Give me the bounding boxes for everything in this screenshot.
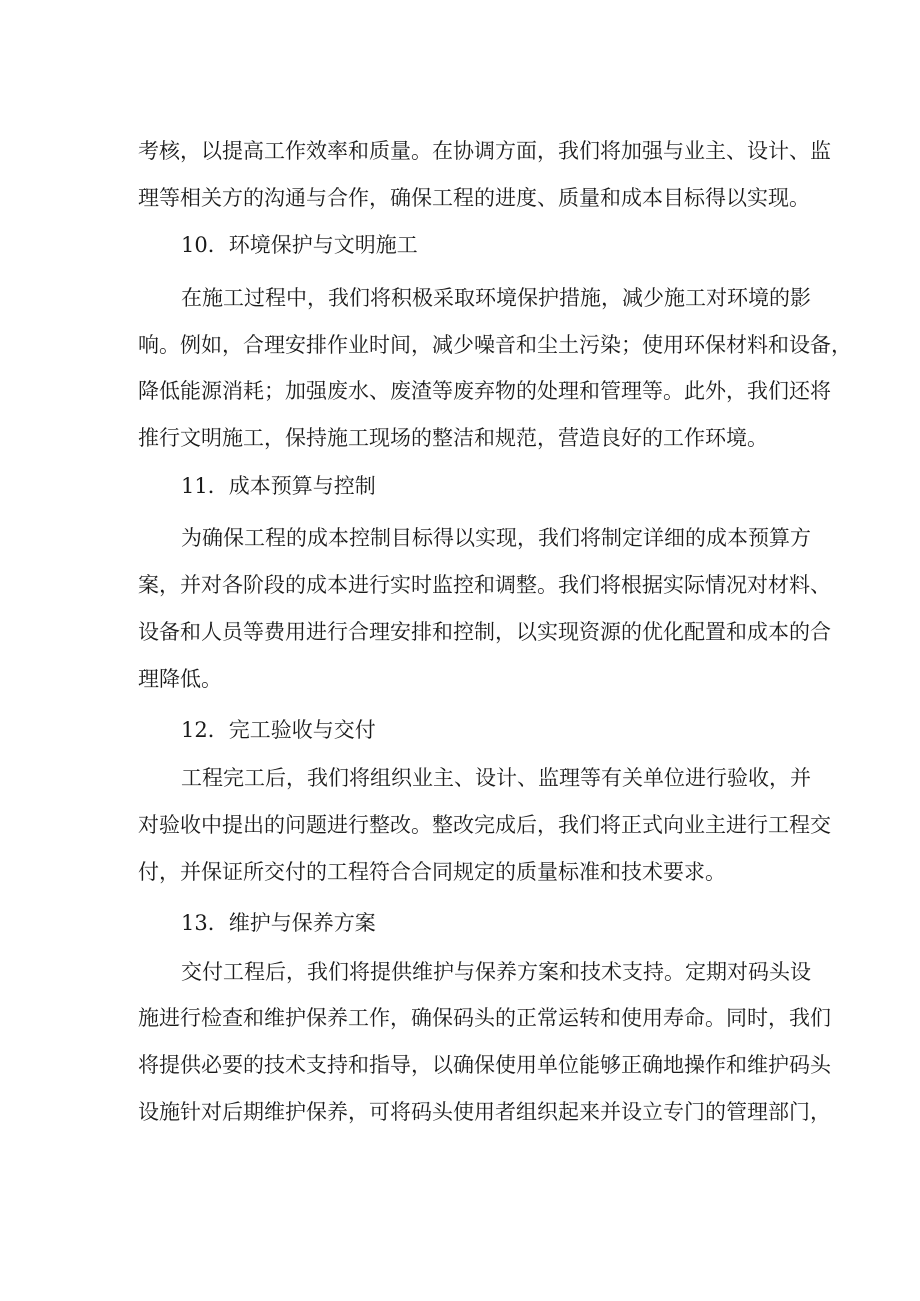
paragraph-line: 设备和人员等费用进行合理安排和控制，以实现资源的优化配置和成本的合 xyxy=(138,620,831,644)
paragraph-line: 在施工过程中，我们将积极采取环境保护措施，减少施工对环境的影 xyxy=(181,286,811,310)
paragraph-line: 响。例如，合理安排作业时间，减少噪音和尘土污染；使用环保材料和设备， xyxy=(138,333,852,357)
section-heading: 12．完工验收与交付 xyxy=(181,718,376,742)
paragraph-line: 对验收中提出的问题进行整改。整改完成后，我们将正式向业主进行工程交 xyxy=(138,813,831,837)
paragraph-line: 施进行检查和维护保养工作，确保码头的正常运转和使用寿命。同时，我们 xyxy=(138,1006,831,1030)
paragraph-line: 将提供必要的技术支持和指导，以确保使用单位能够正确地操作和维护码头 xyxy=(138,1053,831,1077)
paragraph-line: 为确保工程的成本控制目标得以实现，我们将制定详细的成本预算方 xyxy=(181,526,811,550)
paragraph-line: 降低能源消耗；加强废水、废渣等废弃物的处理和管理等。此外，我们还将 xyxy=(138,379,831,403)
paragraph-line: 案，并对各阶段的成本进行实时监控和调整。我们将根据实际情况对材料、 xyxy=(138,573,831,597)
paragraph-line: 理降低。 xyxy=(138,667,222,691)
paragraph-line: 付，并保证所交付的工程符合合同规定的质量标准和技术要求。 xyxy=(138,860,726,884)
paragraph-line: 推行文明施工，保持施工现场的整洁和规范，营造良好的工作环境。 xyxy=(138,426,768,450)
paragraph-line: 交付工程后，我们将提供维护与保养方案和技术支持。定期对码头设 xyxy=(181,960,811,984)
paragraph-line: 工程完工后，我们将组织业主、设计、监理等有关单位进行验收，并 xyxy=(181,766,811,790)
paragraph-line: 理等相关方的沟通与合作，确保工程的进度、质量和成本目标得以实现。 xyxy=(138,186,810,210)
paragraph-line: 考核，以提高工作效率和质量。在协调方面，我们将加强与业主、设计、监 xyxy=(138,139,831,163)
paragraph-line: 设施针对后期维护保养，可将码头使用者组织起来并设立专门的管理部门， xyxy=(138,1100,831,1124)
section-heading: 13．维护与保养方案 xyxy=(181,911,376,935)
section-heading: 11．成本预算与控制 xyxy=(181,474,376,498)
section-heading: 10．环境保护与文明施工 xyxy=(181,233,418,257)
